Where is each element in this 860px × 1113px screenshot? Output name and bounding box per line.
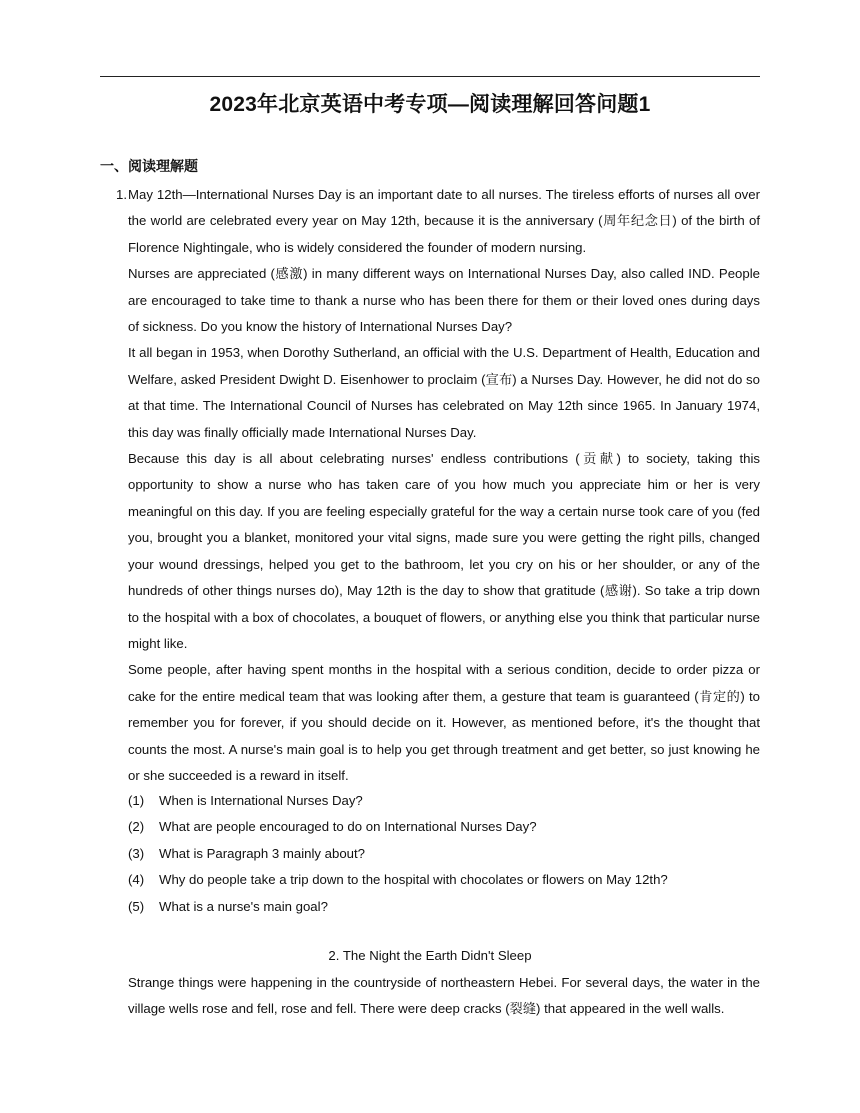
question-text: What is Paragraph 3 mainly about? — [159, 845, 365, 861]
passage-2-heading: 2. The Night the Earth Didn't Sleep — [328, 948, 532, 963]
question-text: Why do people take a trip down to the hospital with chocolates or flowers on May 12th? — [159, 872, 668, 888]
question-number: (5) — [128, 898, 145, 914]
passage-1-number: 1. — [116, 187, 127, 202]
question-text: What are people encouraged to do on International Nurses Day? — [159, 819, 537, 835]
question-item — [128, 894, 760, 920]
passage-1 — [116, 182, 760, 789]
passage-1-paragraph: Because this day is all about celebrating nurses' endless contributions (贡献) to society, taking this opportunity to show a nurse who has taken care of you how much you appreciate him or her is very meaningful on this day. If you are feeling especially grateful for the way a certain nurse took care of you (fed you, brought you a blanket, monitored your vital signs, made sure you were getting the right pills, changed your wound dressings, helped you get to the bathroom, let you cry on his or her shoulder, or any of the hundreds of other things nurses do), May 12th is the day to show that gratitude (感谢). So take a trip down to the hospital with a box of chocolates, a bouquet of flowers, or anything else you think that particular nurse might like. — [128, 451, 760, 651]
question-number: (2) — [128, 819, 145, 835]
passage-1-paragraph: It all began in 1953, when Dorothy Sutherland, an official with the U.S. Department of Health, Education and Welfare, asked President Dwight D. Eisenhower to proclaim (宣布) a Nurses Day. However, he did not do so at that time. The International Council of Nurses has celebrated on May 12th since 1965. In January 1974, this day was finally officially made International Nurses Day. — [128, 345, 760, 440]
question-item — [128, 841, 760, 867]
question-number: (4) — [128, 872, 145, 888]
passage-1-paragraph: May 12th—International Nurses Day is an important date to all nurses. The tireless efforts of nurses all over the world are celebrated every year on May 12th, because it is the anniversary (周年纪念日) of the birth of Florence Nightingale, who is widely considered the founder of modern nursing. — [128, 187, 760, 255]
question-number: (3) — [128, 845, 145, 861]
question-number: (1) — [128, 793, 145, 808]
question-text: When is International Nurses Day? — [159, 793, 363, 808]
passage-2-paragraph: Strange things were happening in the countryside of northeastern Hebei. For several days, the water in the village wells rose and fell, rose and fell. There were deep cracks (裂缝) that appeared in the well walls. — [128, 975, 760, 1017]
passage-1-paragraph: Nurses are appreciated (感激) in many different ways on International Nurses Day, also called IND. People are encouraged to take time to thank a nurse who has been there for them or their loved ones during days of sickness. Do you know the history of International Nurses Day? — [128, 266, 760, 335]
question-text: What is a nurse's main goal? — [159, 898, 328, 914]
question-item — [128, 814, 760, 840]
passage-2 — [128, 970, 760, 1023]
document-title: 2023年北京英语中考专项—阅读理解回答问题1 — [209, 93, 651, 116]
question-item — [128, 867, 760, 893]
passage-1-paragraph: Some people, after having spent months in the hospital with a serious condition, decide to order pizza or cake for the entire medical team that was looking after them, a gesture that team is guaranteed (肯定的) to remember you for forever, if you should decide on it. However, as mentioned before, it's the thought that counts the most. A nurse's main goal is to help you get through treatment and get better, so just knowing he or she succeeded is a reward in itself. — [128, 662, 760, 783]
question-item — [128, 788, 760, 814]
header-rule — [100, 76, 760, 77]
question-list — [128, 788, 760, 920]
section-heading: 一、阅读理解题 — [100, 158, 198, 174]
